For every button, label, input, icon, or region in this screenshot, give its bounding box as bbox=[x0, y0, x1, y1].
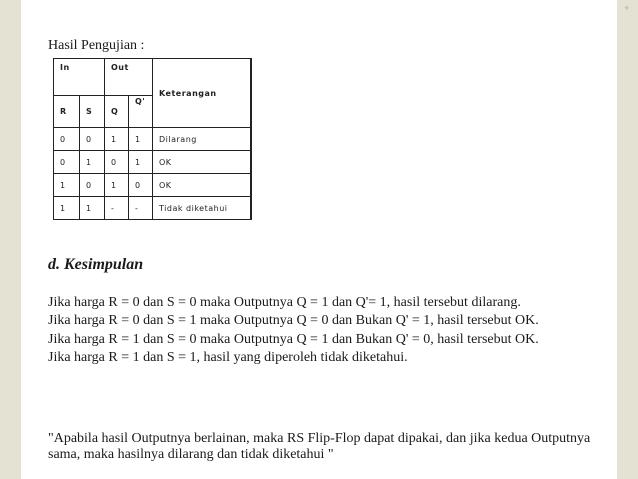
table-header-row bbox=[54, 59, 251, 96]
cell: - bbox=[129, 197, 153, 220]
cell: 1 bbox=[129, 151, 153, 174]
cell: 0 bbox=[80, 174, 105, 197]
header-keterangan: Keterangan bbox=[153, 59, 251, 128]
table-row bbox=[54, 174, 251, 197]
table-row bbox=[54, 197, 251, 220]
header-in: In bbox=[54, 59, 105, 96]
slide-left-border bbox=[0, 0, 21, 479]
cell: 1 bbox=[54, 174, 80, 197]
cell-keterangan: OK bbox=[153, 151, 251, 174]
cell: 1 bbox=[54, 197, 80, 220]
cell-keterangan: Dilarang bbox=[153, 128, 251, 151]
col-s: S bbox=[80, 96, 105, 128]
conclusion-line: Jika harga R = 0 dan S = 1 maka Outputnya Q = 0 dan Bukan Q' = 1, hasil tersebut OK. bbox=[48, 313, 539, 329]
cell: 0 bbox=[129, 174, 153, 197]
conclusion-line: Jika harga R = 0 dan S = 0 maka Outputnya Q = 1 dan Q'= 1, hasil tersebut dilarang. bbox=[48, 295, 521, 310]
table-row bbox=[54, 128, 251, 151]
cell: 0 bbox=[105, 151, 129, 174]
cell: - bbox=[105, 197, 129, 220]
col-q: Q bbox=[105, 96, 129, 128]
section-heading: d. Kesimpulan bbox=[48, 256, 144, 273]
subheading: Hasil Pengujian : bbox=[48, 38, 145, 53]
truth-table bbox=[53, 58, 252, 220]
conclusion-line: Jika harga R = 1 dan S = 0 maka Outputnya Q = 1 dan Bukan Q' = 0, hasil tersebut OK. bbox=[48, 331, 539, 347]
cell-keterangan: Tidak diketahui bbox=[153, 197, 251, 220]
cell: 1 bbox=[80, 151, 105, 174]
cell: 1 bbox=[80, 197, 105, 220]
conclusion-line: Jika harga R = 1 dan S = 1, hasil yang diperoleh tidak diketahui. bbox=[48, 350, 408, 366]
table-row bbox=[54, 151, 251, 174]
cell: 1 bbox=[105, 174, 129, 197]
cell: 1 bbox=[105, 128, 129, 151]
header-out: Out bbox=[105, 59, 153, 96]
slide-right-border bbox=[617, 0, 638, 479]
logo-mark-icon: ✦ bbox=[623, 4, 631, 14]
quote-text: "Apabila hasil Outputnya berlainan, maka RS Flip-Flop dapat dipakai, dan jika kedua Outputnya sama, maka hasilnya dilarang dan tidak diketahui " bbox=[48, 431, 591, 462]
cell: 0 bbox=[54, 151, 80, 174]
col-qprime: Q' bbox=[129, 96, 153, 128]
conclusion-paragraph bbox=[48, 294, 608, 368]
col-r: R bbox=[54, 96, 80, 128]
cell: 0 bbox=[54, 128, 80, 151]
cell-keterangan: OK bbox=[153, 174, 251, 197]
cell: 1 bbox=[129, 128, 153, 151]
cell: 0 bbox=[80, 128, 105, 151]
